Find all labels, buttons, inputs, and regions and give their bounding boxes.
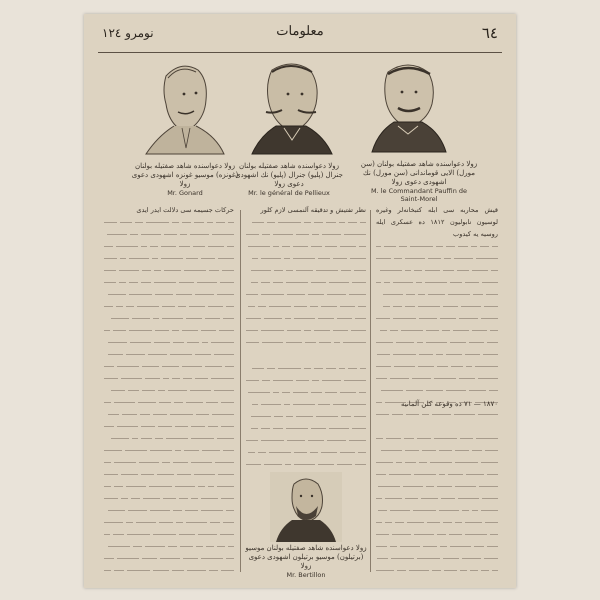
text-line <box>376 276 498 288</box>
column-left-intro: حرکات جسیمه سی دلالت ایدر ایدی <box>136 206 234 214</box>
caption-gonard-latin: Mr. Gonard <box>167 189 203 197</box>
text-line <box>104 384 234 396</box>
text-line <box>246 374 366 386</box>
text-column-right <box>376 204 498 574</box>
text-line <box>376 384 498 396</box>
text-line <box>376 300 498 312</box>
text-line <box>246 264 366 276</box>
text-line <box>246 398 366 410</box>
text-line <box>104 444 234 456</box>
text-line <box>246 386 366 398</box>
text-line <box>376 552 498 564</box>
text-line <box>246 312 366 324</box>
text-line <box>104 564 234 574</box>
text-line <box>104 396 234 408</box>
newspaper-page <box>84 14 516 588</box>
text-line <box>376 288 498 300</box>
caption-gonard <box>126 162 244 197</box>
caption-saint-morel-latin-1: M. le Commandant Pauffin de <box>370 187 468 195</box>
portrait-gonard-drawing <box>136 56 231 156</box>
column-rule-right <box>370 210 371 572</box>
text-line <box>376 360 498 372</box>
text-line <box>246 336 366 348</box>
text-line <box>104 456 234 468</box>
text-line <box>376 528 498 540</box>
caption-saint-morel-latin-2: Saint-Morel <box>400 195 438 203</box>
text-line <box>104 312 234 324</box>
text-line <box>246 288 366 300</box>
text-line <box>104 240 234 252</box>
portrait-saint-morel <box>358 54 458 154</box>
caption-bertillon <box>244 544 368 579</box>
portrait-bertillon <box>270 472 342 542</box>
portrait-saint-morel-drawing <box>358 54 458 154</box>
text-line <box>376 324 498 336</box>
caption-bertillon-latin: Mr. Bertillon <box>286 571 326 579</box>
text-line <box>246 240 366 252</box>
portrait-pellieux-drawing <box>232 56 342 156</box>
text-line <box>246 300 366 312</box>
text-line <box>376 516 498 528</box>
caption-saint-morel-ar: زولا دعواسنده شاهد صفتیله بولنان (سن مورل) الایی قوماندانی (سن مورل) نك اشهودی دعوی زولا <box>360 160 478 186</box>
text-line <box>376 252 498 264</box>
text-line <box>104 336 234 348</box>
text-line <box>376 540 498 552</box>
caption-pellieux-ar: زولا دعواسنده شاهد صفتیله بولنان جنرال (پلیو) جنرال (پلیو) نك اشهودی دعوی زولا <box>235 162 343 188</box>
page-number: ٦٤ <box>481 24 498 42</box>
text-line <box>246 362 366 374</box>
text-line <box>104 492 234 504</box>
text-line <box>104 216 234 228</box>
text-line <box>376 408 498 420</box>
text-line <box>104 504 234 516</box>
caption-saint-morel <box>356 160 482 203</box>
text-line <box>104 252 234 264</box>
text-line <box>104 408 234 420</box>
journal-title: معلومات <box>276 24 324 39</box>
text-column-left <box>104 204 234 574</box>
column-center-intro: نظر تفتیش و تدقیقه آلنمسی لازم کلور <box>260 206 366 214</box>
text-line <box>376 468 498 480</box>
text-line <box>246 434 366 446</box>
text-line <box>104 276 234 288</box>
text-line <box>376 564 498 574</box>
portrait-bertillon-drawing <box>270 472 342 542</box>
text-line <box>376 480 498 492</box>
text-line <box>104 360 234 372</box>
column-rule-left <box>240 210 241 572</box>
text-line <box>104 372 234 384</box>
text-line <box>246 228 366 240</box>
text-line <box>376 240 498 252</box>
caption-pellieux <box>230 162 348 197</box>
text-line <box>376 264 498 276</box>
text-line <box>376 492 498 504</box>
caption-gonard-ar: زولا دعواسنده شاهد صفتیله بولنان (غونزه) موسیو غونزه اشهودی دعوی زولا <box>131 162 239 188</box>
text-line <box>376 372 498 384</box>
caption-pellieux-latin: Mr. le général de Pellieux <box>248 189 330 197</box>
text-line <box>376 456 498 468</box>
caption-bertillon-ar: زولا دعواسنده شاهد صفتیله بولنان موسیو (برتیلون) موسیو برتیلون اشهودی دعوی زولا <box>245 544 367 570</box>
text-line <box>246 276 366 288</box>
text-line <box>104 348 234 360</box>
text-line <box>104 480 234 492</box>
text-line <box>104 300 234 312</box>
text-line <box>104 432 234 444</box>
text-line <box>246 216 366 228</box>
text-line <box>246 422 366 434</box>
text-line <box>246 410 366 422</box>
text-line <box>246 458 366 470</box>
column-right-intro: قیش محاربه سی ابله کتبخانه‌لر وغیره لوسیون نابولیون ۱۸۱۲ ده عسکری ایله روسیه یه کیدوب <box>376 206 498 238</box>
text-line <box>104 288 234 300</box>
text-line <box>104 516 234 528</box>
text-line <box>376 336 498 348</box>
text-line <box>104 228 234 240</box>
text-column-center-mid <box>246 362 366 482</box>
text-line <box>376 444 498 456</box>
text-line <box>376 348 498 360</box>
text-line <box>104 552 234 564</box>
text-column-center-top <box>246 204 366 354</box>
text-line <box>246 324 366 336</box>
portrait-pellieux <box>232 56 342 156</box>
text-line <box>104 420 234 432</box>
text-line <box>104 264 234 276</box>
text-line <box>246 446 366 458</box>
text-line <box>376 312 498 324</box>
text-line <box>104 528 234 540</box>
text-line <box>376 432 498 444</box>
issue-number: نومرو ۱۲٤ <box>102 26 154 40</box>
text-line <box>104 468 234 480</box>
text-line <box>104 324 234 336</box>
column-right-year-heading: ۱۸۷۰ — ۷۱ ده وقوعه کلن آلمانیه <box>400 400 498 408</box>
text-line <box>246 252 366 264</box>
portrait-gonard <box>136 56 231 156</box>
page-header <box>98 22 502 53</box>
text-line <box>104 540 234 552</box>
text-line <box>376 504 498 516</box>
text-line <box>376 420 498 432</box>
